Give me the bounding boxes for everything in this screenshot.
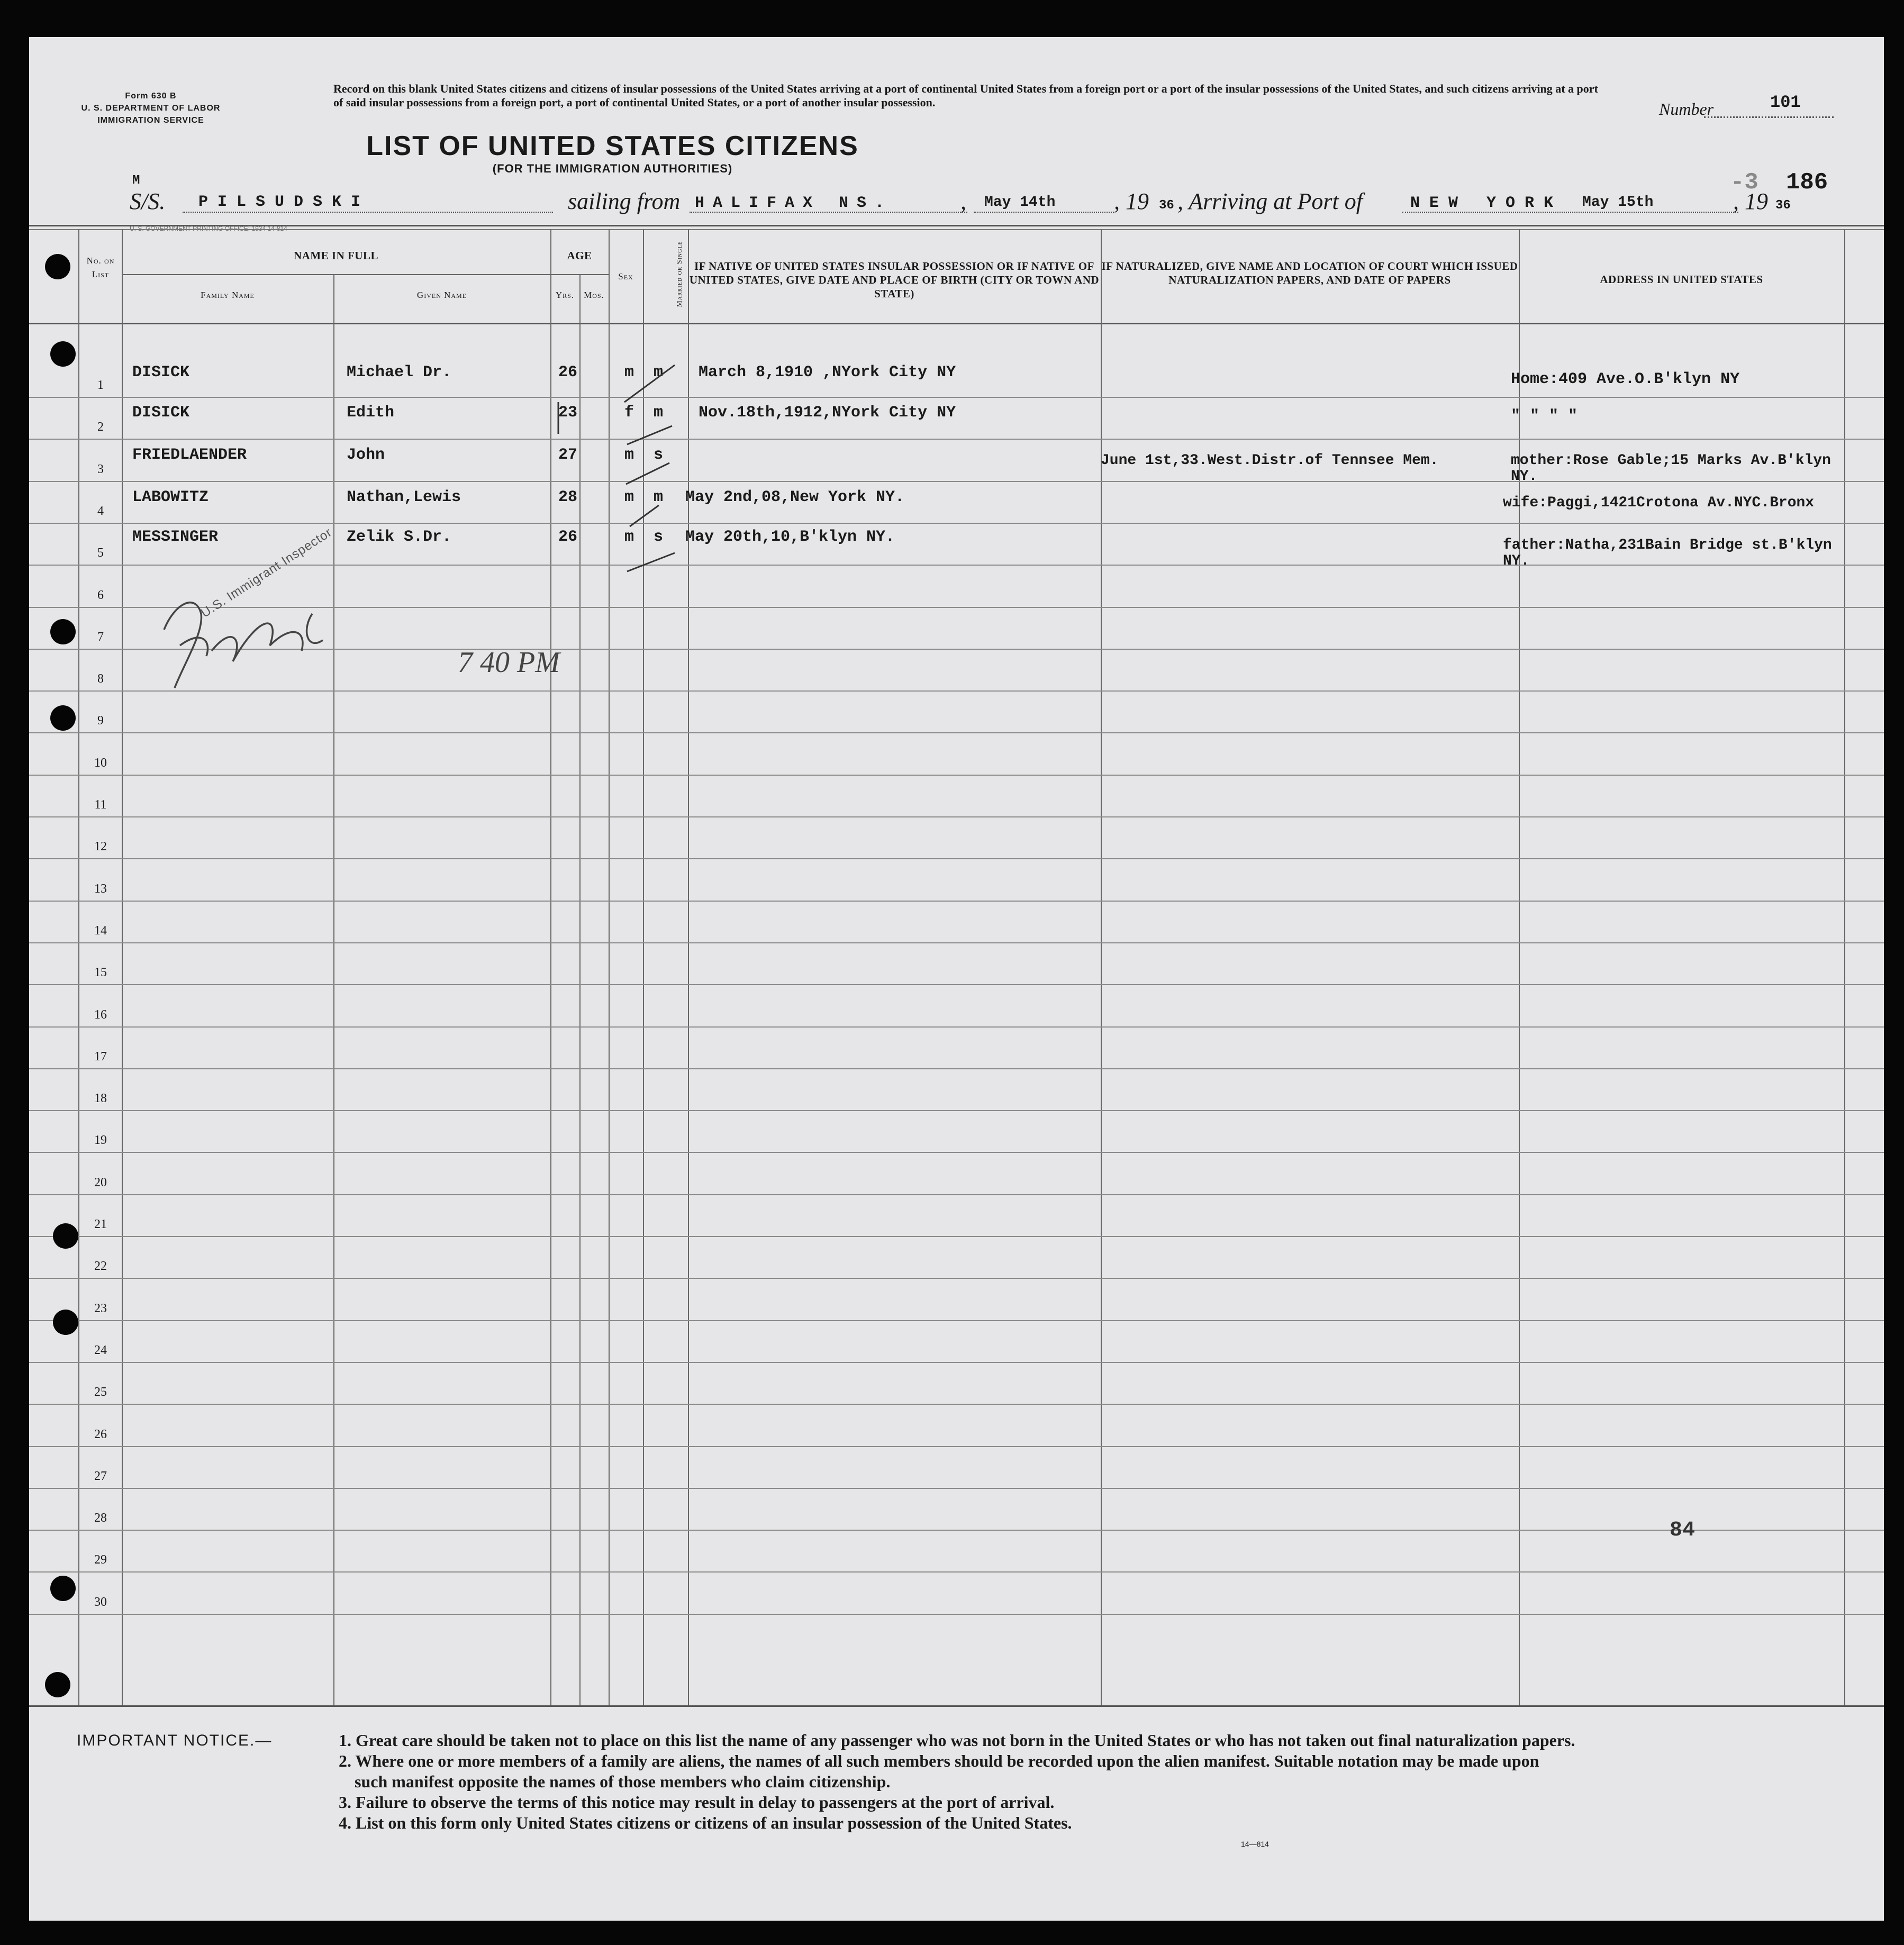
col-age: AGE [567, 249, 592, 262]
row-number: 19 [94, 1133, 107, 1148]
row-number: 2 [97, 420, 104, 434]
date-to: May 15th [1582, 194, 1654, 211]
row-number: 17 [94, 1049, 107, 1064]
port-to: NEW YORK [1410, 194, 1563, 212]
row-number: 5 [97, 546, 104, 560]
row-rule [29, 1488, 1884, 1489]
col-no-on-list: No. on List [86, 256, 115, 279]
age-years: 28 [558, 488, 578, 506]
row-number: 23 [94, 1301, 107, 1315]
col-given-name: Given Name [416, 290, 467, 300]
row-number: 26 [94, 1427, 107, 1441]
row-number: 27 [94, 1469, 107, 1483]
age-years: 23 [558, 404, 578, 422]
inspector-stamp: U.S. Immigrant Inspector [198, 525, 335, 621]
address-continued: NY. [1503, 553, 1530, 569]
page-stamp: 186 [1786, 169, 1828, 196]
ship-prefix: S/S. [130, 188, 166, 214]
row-rule [29, 1278, 1884, 1279]
sex: m [624, 528, 634, 546]
birth-info: March 8,1910 ,NYork City NY [699, 363, 956, 381]
address: mother:Rose Gable;15 Marks Av.B'klyn [1511, 452, 1831, 469]
row-number: 11 [94, 798, 107, 812]
list-number: 101 [1770, 93, 1801, 112]
page-number: 84 [1670, 1519, 1696, 1542]
punch-hole [45, 1672, 70, 1697]
ship-line [183, 212, 553, 213]
birth-info: Nov.18th,1912,NYork City NY [699, 404, 956, 422]
table-top-rule [29, 225, 1884, 226]
row-number: 22 [94, 1259, 107, 1274]
page-subtitle: (FOR THE IMMIGRATION AUTHORITIES) [492, 162, 733, 175]
sailing-from-label: sailing from [568, 188, 681, 214]
row-rule [29, 523, 1884, 524]
ship-name: PILSUDSKI [198, 193, 370, 211]
year-prefix-to: , 19 [1733, 188, 1768, 214]
col-yrs: Yrs. [555, 290, 575, 300]
inspector-signature [153, 582, 392, 757]
row-rule [29, 984, 1884, 985]
year-prefix-from: , 19 [1114, 188, 1149, 214]
marital-status: m [654, 488, 664, 506]
naturalization-info: June 1st,33.West.Distr.of Tennsee Mem. [1101, 452, 1439, 469]
row-number: 7 [97, 630, 104, 644]
col-naturalized: IF NATURALIZED, GIVE NAME AND LOCATION OF COURT WHICH ISSUED NATURALIZATION PAPERS, AND DATE OF PAPERS [1101, 260, 1518, 286]
family-name: DISICK [132, 363, 190, 381]
form-department: U. S. DEPARTMENT OF LABOR [81, 104, 221, 113]
punch-hole [50, 619, 76, 644]
row-rule [29, 858, 1884, 859]
form-identifier [71, 90, 230, 126]
row-number: 30 [94, 1595, 107, 1609]
row-number: 18 [94, 1092, 107, 1106]
col-married-single: Married or Single [676, 241, 684, 307]
col-birth: IF NATIVE OF UNITED STATES INSULAR POSSESSION OR IF NATIVE OF UNITED STATES, GIVE DATE AND PLACE OF BIRTH (CITY OR TOWN AND STATE) [689, 260, 1100, 300]
punch-hole [53, 1223, 78, 1249]
row-rule [29, 1362, 1884, 1363]
ship-prefix-m: M [132, 174, 140, 188]
date-from-line [974, 212, 1114, 213]
row-rule [29, 565, 1884, 566]
number-label: Number [1659, 99, 1714, 119]
row-number: 9 [97, 714, 104, 728]
date-from: May 14th [984, 194, 1056, 211]
row-rule [29, 1571, 1884, 1573]
notice-item-4: 4. List on this form only United States citizens or citizens of an insular possession of the United States. [339, 1813, 1072, 1832]
row-number: 24 [94, 1343, 107, 1357]
punch-hole [50, 341, 76, 367]
row-rule [29, 1446, 1884, 1447]
row-number: 1 [97, 378, 104, 392]
row-number: 28 [94, 1511, 107, 1525]
row-rule [29, 1236, 1884, 1237]
col-address: ADDRESS IN UNITED STATES [1600, 273, 1763, 286]
marital-status: m [654, 363, 664, 381]
given-name: Edith [347, 404, 395, 422]
address: Home:409 Ave.O.B'klyn NY [1511, 370, 1740, 388]
family-name: LABOWITZ [132, 488, 209, 506]
sex: m [624, 488, 634, 506]
marital-status: s [654, 446, 664, 464]
form-service: IMMIGRATION SERVICE [97, 116, 204, 125]
row-number: 20 [94, 1175, 107, 1189]
row-number: 4 [97, 504, 104, 518]
row-rule [29, 1152, 1884, 1153]
col-mos: Mos. [584, 290, 604, 300]
row-number: 13 [94, 881, 107, 896]
row-number: 14 [94, 923, 107, 938]
notice-item-1: 1. Great care should be taken not to place on this list the name of any passenger who was not born in the United States or who has not taken out final naturalization papers. [339, 1731, 1575, 1750]
age-years: 26 [558, 528, 578, 546]
form-code: 14—814 [1241, 1840, 1269, 1848]
arriving-label: , Arriving at Port of [1177, 188, 1363, 214]
age-years: 27 [558, 446, 578, 464]
row-number: 25 [94, 1385, 107, 1399]
given-name: Michael Dr. [347, 363, 452, 381]
punch-hole [53, 1310, 78, 1335]
header-bottom-rule [29, 323, 1884, 324]
given-name: John [347, 446, 385, 464]
number-line [1704, 116, 1834, 118]
row-rule [29, 439, 1884, 440]
address: wife:Paggi,1421Crotona Av.NYC.Bronx [1503, 495, 1815, 511]
printing-note: U. S. GOVERNMENT PRINTING OFFICE: 1934 14-814 [130, 225, 287, 232]
birth-info: May 20th,10,B'klyn NY. [685, 528, 895, 546]
col-name-in-full: NAME IN FULL [293, 249, 378, 262]
page-title: LIST OF UNITED STATES CITIZENS [366, 131, 859, 161]
notice-heading: IMPORTANT NOTICE.— [77, 1732, 273, 1749]
marital-status: s [654, 528, 664, 546]
col-sex: Sex [618, 271, 633, 281]
handwritten-time: 7 40 PM [458, 646, 560, 679]
row-number: 10 [94, 756, 107, 770]
row-rule [29, 1194, 1884, 1195]
row-number: 15 [94, 966, 107, 980]
row-rule [29, 1320, 1884, 1321]
row-number: 6 [97, 588, 104, 602]
row-number: 12 [94, 840, 107, 854]
family-name: MESSINGER [132, 528, 219, 546]
given-name: Nathan,Lewis [347, 488, 461, 506]
sex: m [624, 363, 634, 381]
notice-item-3: 3. Failure to observe the terms of this notice may result in delay to passengers at the port of arrival. [339, 1793, 1055, 1812]
notice-item-2-cont: such manifest opposite the names of those members who claim citizenship. [355, 1772, 891, 1791]
punch-hole [50, 705, 76, 731]
marital-status: m [654, 404, 664, 422]
sex: f [624, 404, 634, 422]
row-rule [29, 942, 1884, 943]
page-stamp-prefix: -3 [1730, 169, 1758, 196]
row-rule [29, 1110, 1884, 1111]
given-name: Zelik S.Dr. [347, 528, 452, 546]
row-number: 16 [94, 1007, 107, 1022]
row-rule [29, 1404, 1884, 1405]
address: father:Natha,231Bain Bridge st.B'klyn [1503, 537, 1832, 553]
check-marks [616, 323, 685, 577]
family-name: DISICK [132, 404, 190, 422]
row-number: 21 [94, 1217, 107, 1231]
notice-item-2: 2. Where one or more members of a family are aliens, the names of all such members should be recorded upon the alien manifest. Suitable notation may be made upon [339, 1751, 1539, 1770]
row-rule [29, 397, 1884, 398]
row-rule [29, 1026, 1884, 1028]
table-bottom-rule [29, 1705, 1884, 1707]
address-continued: NY. [1511, 468, 1538, 485]
port-from: HALIFAX NS. [695, 194, 893, 212]
family-name: FRIEDLAENDER [132, 446, 247, 464]
row-rule [29, 1068, 1884, 1069]
row-number: 8 [97, 672, 104, 686]
punch-hole [50, 1576, 76, 1601]
sex: m [624, 446, 634, 464]
birth-info: May 2nd,08,New York NY. [685, 488, 905, 506]
row-rule [29, 1530, 1884, 1531]
tally-mark [553, 399, 564, 437]
row-number: 3 [97, 462, 104, 476]
punch-hole [45, 254, 70, 279]
col-family-name: Family Name [201, 290, 255, 300]
row-rule [29, 1614, 1884, 1615]
row-rule [29, 775, 1884, 776]
form-number: Form 630 B [125, 92, 177, 101]
year-from: 36 [1159, 198, 1174, 213]
age-years: 26 [558, 363, 578, 381]
year-to: 36 [1775, 198, 1791, 213]
row-rule [29, 481, 1884, 482]
manifest-sheet: Form 630 B U. S. DEPARTMENT OF LABOR IMMIGRATION SERVICE Record on this blank United States citizens and citizens of insular possessions of the United States arriving at a port of continental United States from a foreign port or a port of the insular possessions of the United States, and such citizens arriving at a port of said insular possessions from a foreign port, a port of continental United States, or a port of another insular possession. Number 101 LIST OF UNITED STATES CITIZENS (FOR THE IMMIGRATION AUTHORITIES) M S/S. PILSUDSKI sailing from HALIFAX NS. , May 14th , 19 36 , Arriving at Port of NEW YORK May 15th , 19 36 -3 186 U. S. GOVERNMENT PRINTING OFFICE: 1934 14-814 No. on List NAME IN FULL Family Name Given Name AGE Yrs. Mos. Sex Married or Single IF NATIVE OF UNITED STATES INSULAR POSSESSION OR IF NATIVE OF UNITED STATES, GIVE DATE AND PLACE OF BIRTH (CITY OR TOWN AND STATE) IF NATURALIZED, GIVE NAME AND LOCATION OF COURT WHICH ISSUED NATURALIZATION PAPERS, AND DATE OF PAPERS ADDRESS IN UNITED STATES 1 2 3 4 5 6 7 8 9 10 11 12 13 14 15 16 17 18 19 20 21 22 23 24 25 26 27 28 29 30 DISICK Michael Dr. 26 m m March 8,1910 ,NYork City NY Home:409 Ave.O.B'klyn NY DISICK Edith 23 f m Nov.18th,1912,NYork City NY " " " " FRIEDLAENDER John 27 m s June 1st,33.West.Distr.of Tennsee Mem. mother:Rose Gable;15 Marks Av.B'klyn NY. LABOWITZ Nathan,Lewis 28 m m May 2nd,08,New York NY. wife:Paggi,1421Crotona Av.NYC.Bronx MESSINGER Zelik S.Dr. 26 m s May 20th,10,B'klyn NY. father:Natha,231Bain Bridge st.B'klyn NY. U.S. Immigrant Inspector 7 40 PM 84 IMPORTANT NOTICE.— 1. Great care should be taken not to place on this list the name of any passenger who was not born in the United States or who has not taken out final naturalization papers. 2. Where one or more members of a family are aliens, the names of all such members should be recorded upon the alien manifest. Suitable notation may be made upon such manifest opposite the names of those members who claim citizenship. 3. Failure to observe the terms of this notice may result in delay to passengers at the port of arrival. 4. List on this form only United States citizens or citizens of an insular possession of the United States. 14—814 [29, 37, 1884, 1921]
form-instructions: Record on this blank United States citizens and citizens of insular possessions of the United States arriving at a port of continental United States from a foreign port or a port of the insular possessions of the United States, and such citizens arriving at a port of said insular possessions from a foreign port, a port of continental United States, or a port of another insular possession. [333, 82, 1598, 109]
row-rule [29, 816, 1884, 817]
row-number: 29 [94, 1553, 107, 1567]
address: " " " " [1511, 407, 1578, 425]
row-rule [29, 901, 1884, 902]
